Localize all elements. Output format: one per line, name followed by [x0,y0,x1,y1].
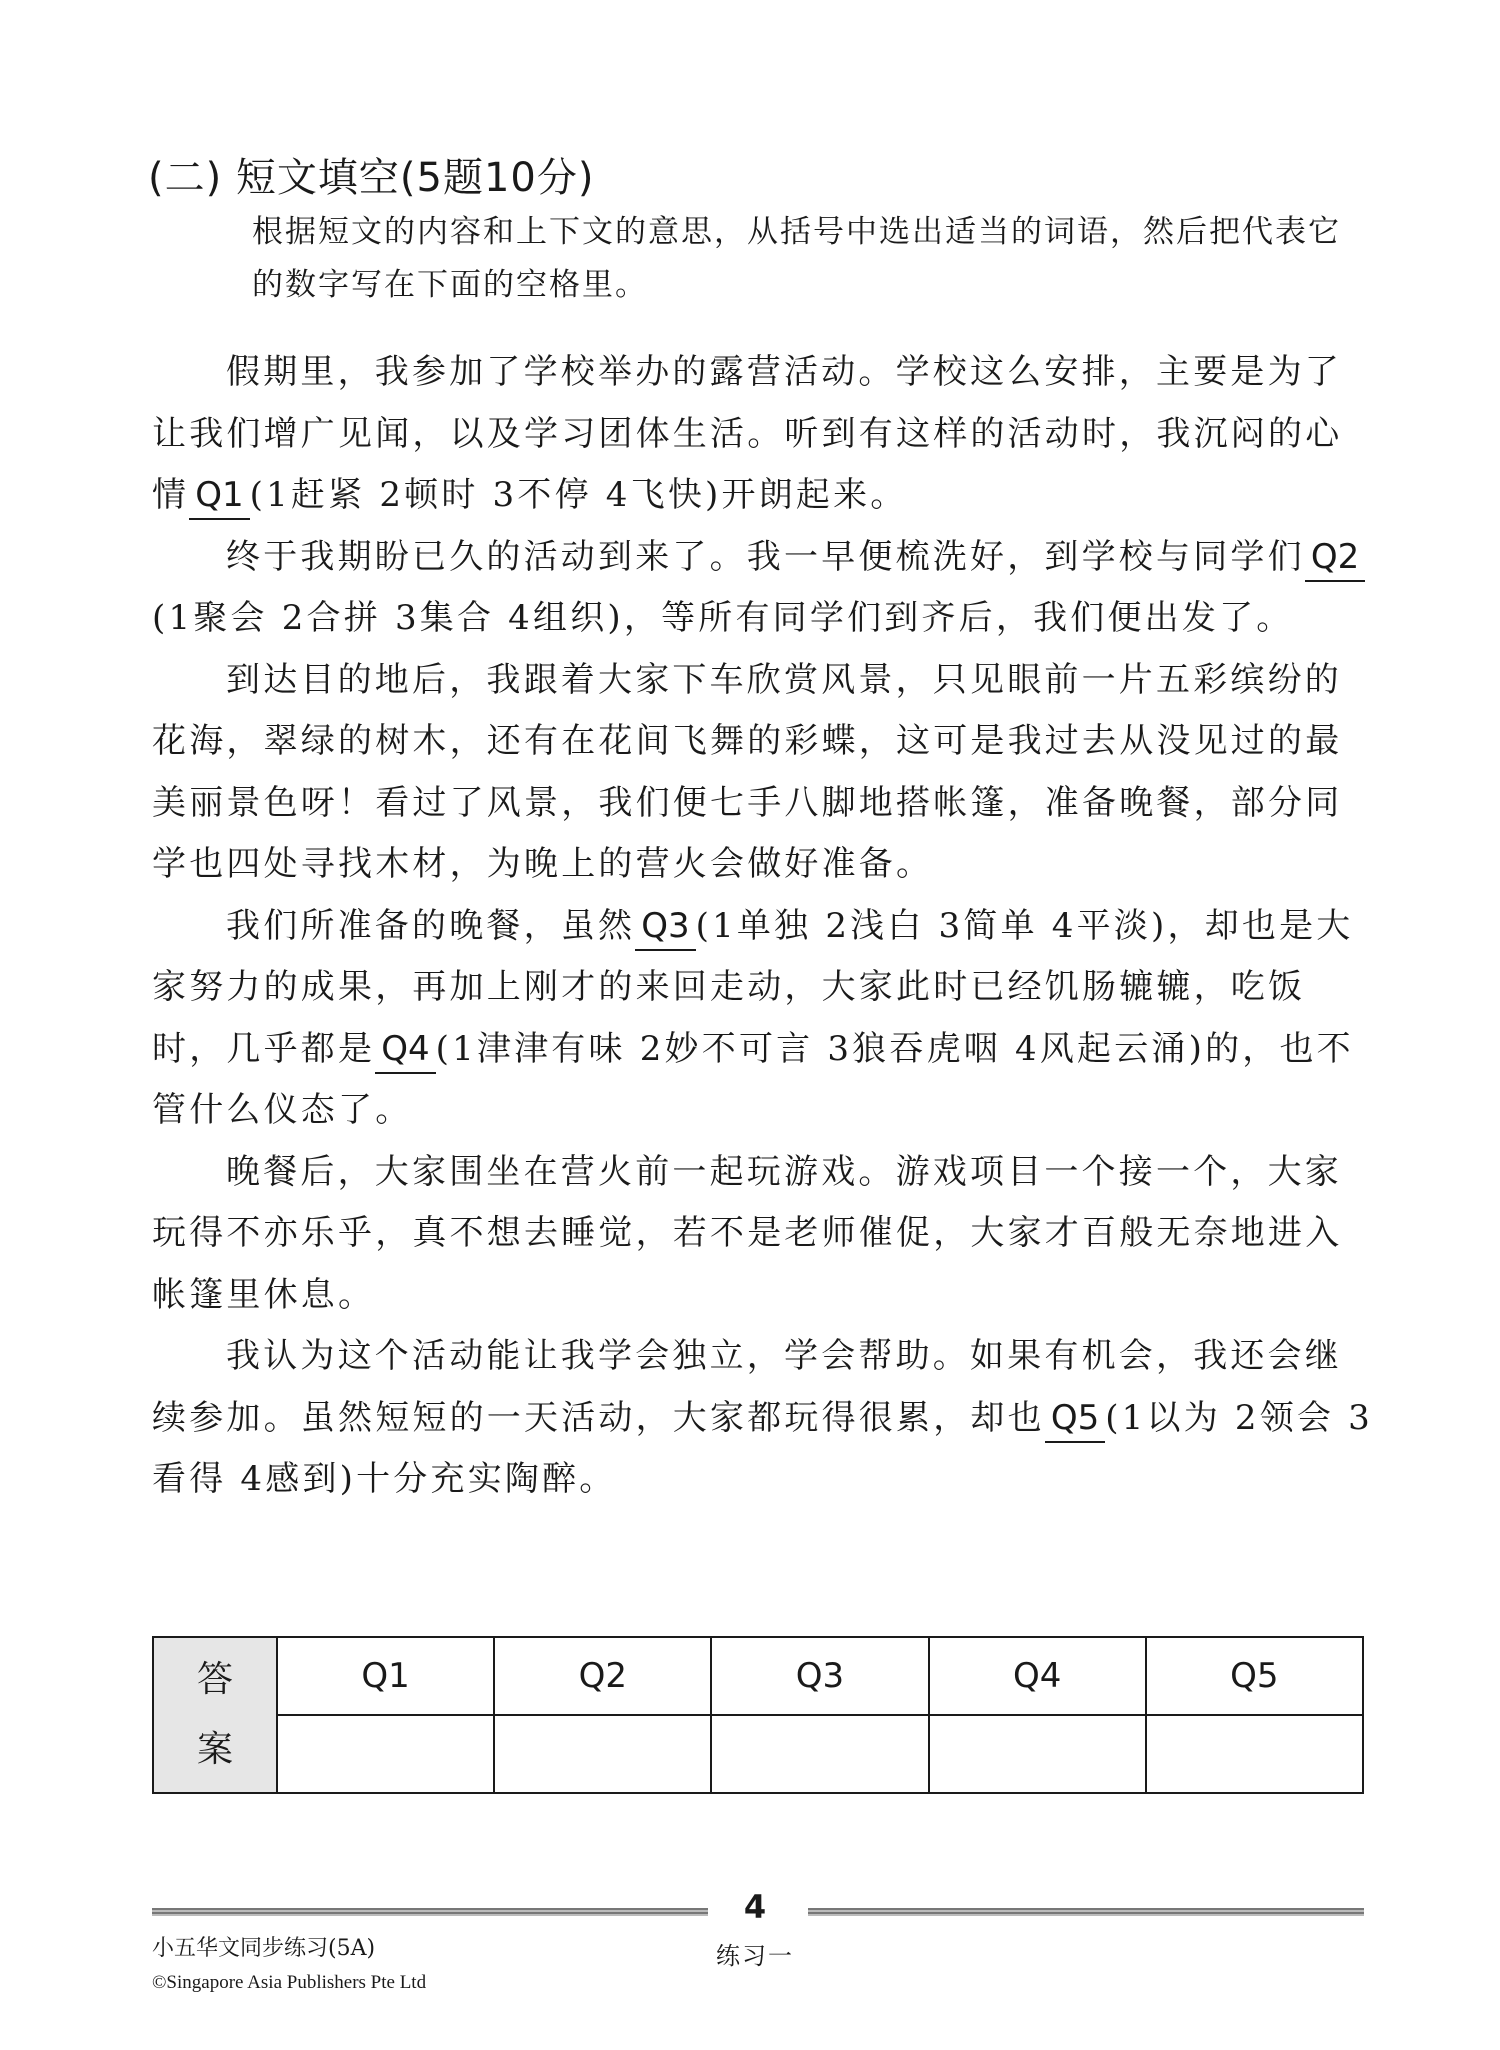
answer-table-header-row [153,1637,1363,1715]
paragraph-text: 假期里，我参加了学校举办的露营活动。学校这么安排，主要是为了让我们增广见闻，以及学习团体生活。听到有这样的活动时，我沉闷的心情 [152,352,1343,515]
answer-cell-q5[interactable] [1146,1715,1363,1793]
footer-rule-left [152,1908,708,1916]
paragraph-text: 终于我期盼已久的活动到来了。我一早便梳洗好，到学校与同学们 [226,536,1305,577]
instructions: 根据短文的内容和上下文的意思，从括号中选出适当的词语，然后把代表它的数字写在下面的空格里。 [252,214,1341,303]
options-q3: (1单独 2浅白 3简单 4平淡)，却也是大家努力的成果，再加上刚才的来回走动，大家此时已经饥肠辘辘，吃饭时，几乎都是 [152,905,1354,1069]
answer-label-top: 答 [196,1659,233,1700]
footer-left [152,1932,426,2000]
paragraph-6 [152,1326,1374,1511]
answer-table [152,1636,1364,1794]
blank-q1: Q1 [189,472,249,520]
answer-label [153,1637,277,1793]
answer-label-bottom: 案 [196,1729,233,1770]
options-q1: (1赶紧 2顿时 3不停 4飞快)开朗起来。 [249,475,908,515]
paragraph-text: 我们所准备的晚餐，虽然 [226,905,636,946]
header-q5: Q5 [1146,1637,1363,1715]
options-q2: (1聚会 2合拼 3集合 4组织)，等所有同学们到齐后，我们便出发了。 [152,598,1294,638]
header-q2: Q2 [494,1637,711,1715]
header-q3: Q3 [711,1637,928,1715]
answer-cell-q2[interactable] [494,1715,711,1793]
blank-q4: Q4 [375,1026,435,1074]
options-q4: (1津津有味 2妙不可言 3狼吞虎咽 4风起云涌)的，也不管什么仪态了。 [152,1028,1354,1130]
paragraph-text: 到达目的地后，我跟着大家下车欣赏风景，只见眼前一片五彩缤纷的花海，翠绿的树木，还有在花间飞舞的彩蝶，这可是我过去从没见过的最美丽景色呀！看过了风景，我们便七手八脚地搭帐篷，准备晚餐，部分同学也四处寻找木材，为晚上的营火会做好准备。 [152,659,1343,884]
passage [152,342,1374,1511]
paragraph-1 [152,342,1374,527]
options-q5: (1以为 2领会 3看得 4感到)十分充实陶醉。 [152,1397,1373,1499]
blank-q3: Q3 [635,903,695,951]
answer-cell-q4[interactable] [929,1715,1146,1793]
footer-rule-right [808,1908,1364,1916]
paragraph-text: 我认为这个活动能让我学会独立，学会帮助。如果有机会，我还会继续参加。虽然短短的一天活动，大家都玩得很累，却也 [152,1336,1342,1438]
paragraph-4 [152,896,1374,1142]
paragraph-2 [152,527,1374,650]
paragraph-3 [152,650,1374,896]
answer-cell-q1[interactable] [277,1715,494,1793]
answer-table-answer-row [153,1715,1363,1793]
answer-cell-q3[interactable] [711,1715,928,1793]
paragraph-text: 晚餐后，大家围坐在营火前一起玩游戏。游戏项目一个接一个，大家玩得不亦乐乎，真不想去睡觉，若不是老师催促，大家才百般无奈地进入帐篷里休息。 [152,1151,1343,1315]
page-number: 4 [743,1888,767,1926]
exercise-label: 练习一 [716,1942,794,1970]
paragraph-5 [152,1142,1374,1327]
copyright: ©Singapore Asia Publishers Pte Ltd [152,1972,427,1993]
section-title: (二) 短文填空(5题10分) [148,155,595,201]
header-q4: Q4 [929,1637,1146,1715]
book-title: 小五华文同步练习(5A) [152,1936,376,1961]
blank-q5: Q5 [1045,1395,1105,1443]
header-q1: Q1 [277,1637,494,1715]
blank-q2: Q2 [1305,534,1365,582]
